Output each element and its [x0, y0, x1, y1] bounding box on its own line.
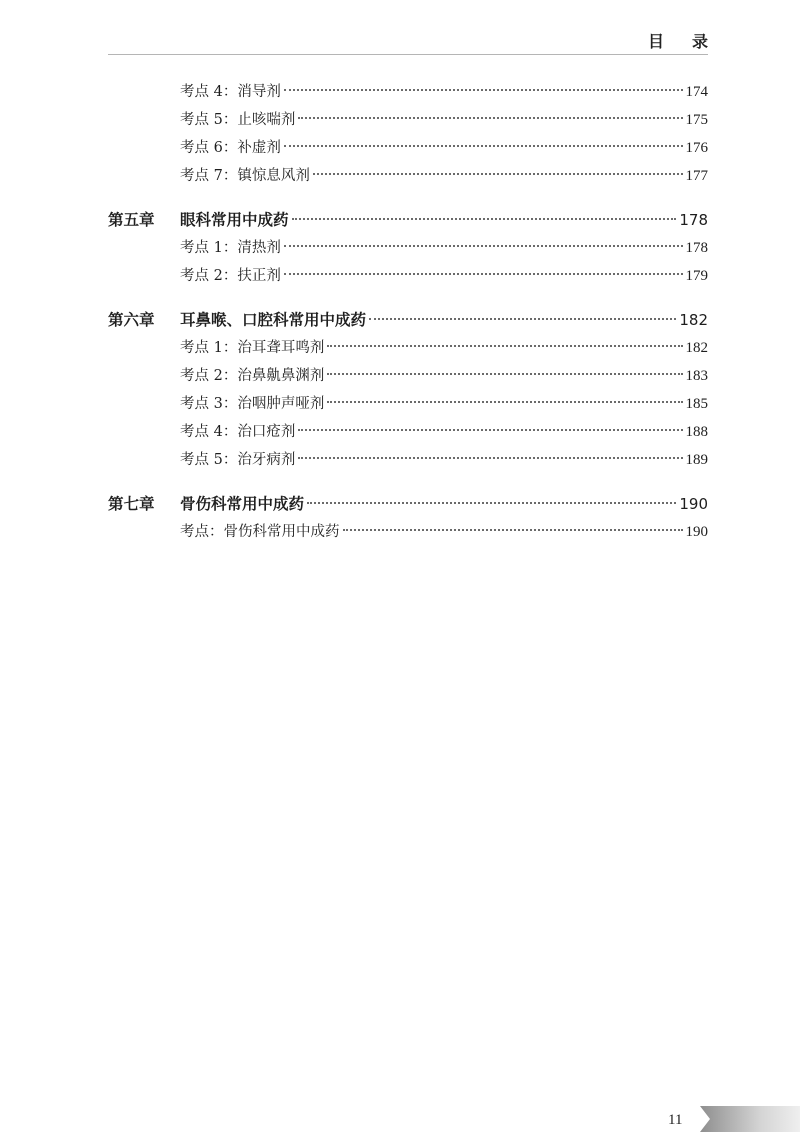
dot-leader [307, 502, 676, 504]
toc-page-number: 182 [685, 340, 708, 356]
header-title: 目录 [647, 32, 736, 51]
running-header [108, 30, 736, 55]
toc-page-number: 175 [685, 112, 708, 128]
page-tab-decoration [700, 1106, 800, 1132]
toc-page-number: 178 [679, 211, 708, 229]
dot-leader [298, 457, 682, 459]
table-of-contents [108, 78, 708, 546]
dot-leader [327, 345, 682, 347]
toc-entry[interactable] [108, 418, 708, 446]
dot-leader [298, 117, 682, 119]
toc-entry-label: 考点 4：消导剂 [180, 84, 281, 100]
toc-entry[interactable] [108, 362, 708, 390]
toc-page-number: 182 [679, 311, 708, 329]
toc-chapter[interactable] [108, 490, 708, 518]
toc-page-number: 188 [685, 424, 708, 440]
toc-entry-label: 考点 3：治咽肿声哑剂 [180, 396, 325, 412]
toc-entry-label: 考点 2：扶正剂 [180, 268, 281, 284]
toc-entry-label: 考点 5：止咳喘剂 [180, 112, 296, 128]
chapter-title: 骨伤科常用中成药 [180, 495, 305, 513]
dot-leader [284, 89, 683, 91]
chapter-number: 第五章 [108, 211, 155, 229]
chapter-title: 耳鼻喉、口腔科常用中成药 [180, 311, 367, 329]
toc-entry[interactable] [108, 390, 708, 418]
toc-entry-label: 考点 6：补虚剂 [180, 140, 281, 156]
dot-leader [369, 318, 676, 320]
toc-page-number: 189 [685, 452, 708, 468]
chapter-title: 眼科常用中成药 [180, 211, 289, 229]
dot-leader [313, 173, 683, 175]
toc-entry-label: 考点 1：治耳聋耳鸣剂 [180, 340, 325, 356]
toc-chapter[interactable] [108, 306, 708, 334]
chapter-number: 第七章 [108, 495, 155, 513]
toc-entry-label: 考点 4：治口疮剂 [180, 424, 296, 440]
toc-page-number: 185 [685, 396, 708, 412]
dot-leader [284, 273, 683, 275]
toc-entry[interactable] [108, 234, 708, 262]
dot-leader [298, 429, 682, 431]
toc-entry-label: 考点 2：治鼻鼽鼻渊剂 [180, 368, 325, 384]
dot-leader [343, 529, 683, 531]
dot-leader [327, 401, 682, 403]
toc-chapter[interactable] [108, 206, 708, 234]
toc-entry[interactable] [108, 446, 708, 474]
toc-entry[interactable] [108, 162, 708, 190]
toc-page-number: 177 [685, 168, 708, 184]
toc-entry[interactable] [108, 106, 708, 134]
dot-leader [284, 245, 683, 247]
toc-page-number: 174 [685, 84, 708, 100]
toc-page-number: 190 [685, 524, 708, 540]
toc-entry[interactable] [108, 134, 708, 162]
toc-entry-label: 考点 7：镇惊息风剂 [180, 168, 310, 184]
toc-entry[interactable] [108, 518, 708, 546]
dot-leader [284, 145, 683, 147]
toc-page-number: 179 [685, 268, 708, 284]
toc-entry[interactable] [108, 78, 708, 106]
toc-entry-label: 考点 1：清热剂 [180, 240, 281, 256]
toc-page-number: 178 [685, 240, 708, 256]
toc-entry[interactable] [108, 262, 708, 290]
dot-leader [327, 373, 682, 375]
toc-entry-label: 考点：骨伤科常用中成药 [180, 524, 340, 540]
toc-page-number: 176 [685, 140, 708, 156]
toc-entry[interactable] [108, 334, 708, 362]
toc-entry-label: 考点 5：治牙病剂 [180, 452, 296, 468]
toc-page-number: 190 [679, 495, 708, 513]
chapter-number: 第六章 [108, 311, 155, 329]
page-number: 11 [668, 1112, 683, 1128]
toc-page-number: 183 [685, 368, 708, 384]
dot-leader [292, 218, 677, 220]
